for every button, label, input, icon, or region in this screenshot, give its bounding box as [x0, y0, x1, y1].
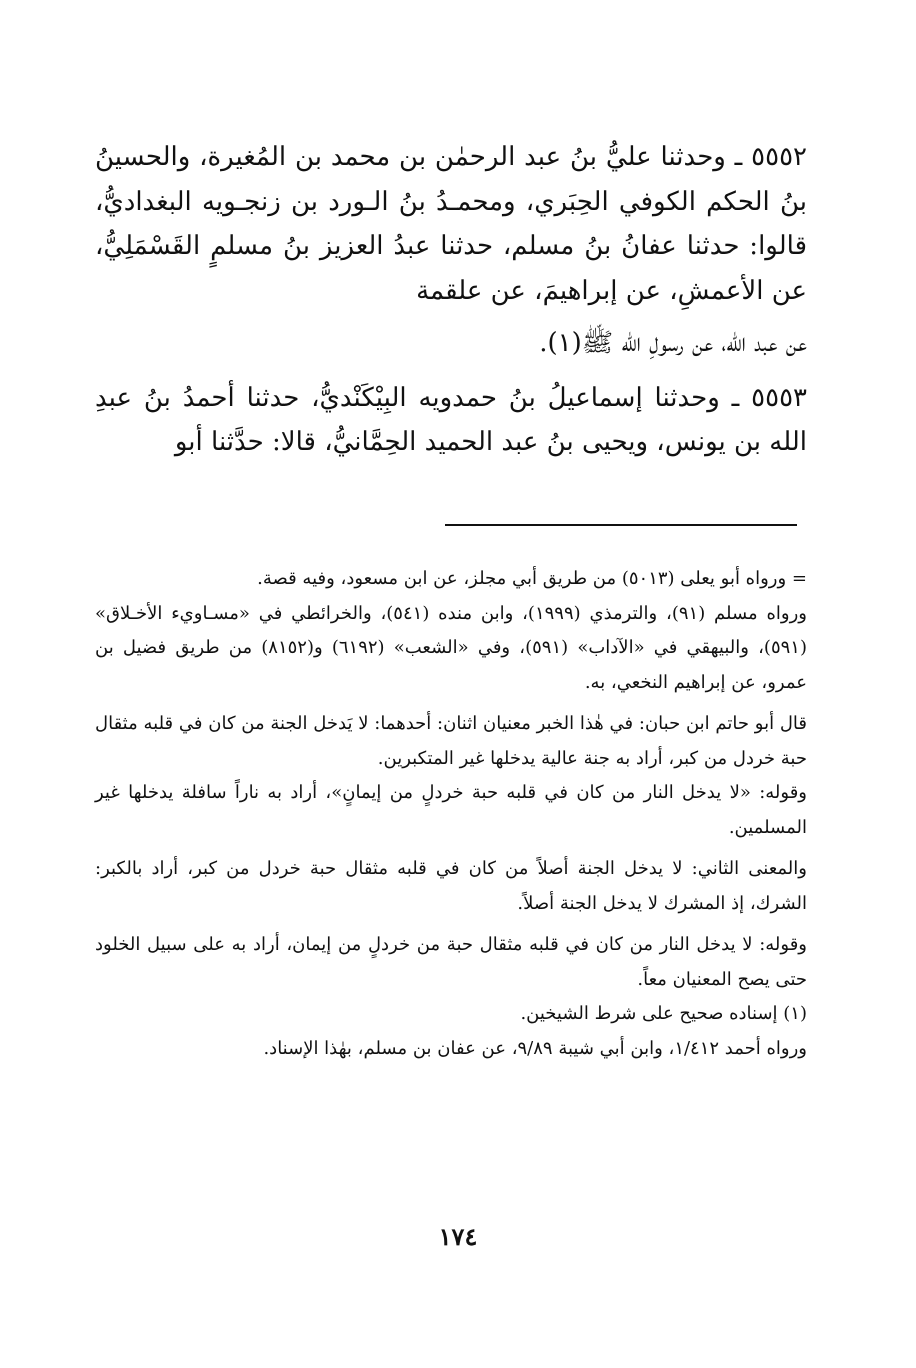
footnotes-block — [95, 562, 807, 1066]
footnote-paragraph: قال أبو حاتم ابن حبان: في هٰذا الخبر معنيان اثنان: أحدهما: لا يَدخل الجنة من كان في قلبه مثقال حبة خردل من كبر، أراد به جنة عالية يدخلها غير المتكبرين. — [95, 713, 807, 769]
page-number: ١٧٤ — [438, 1222, 478, 1251]
hadith-5553: ٥٥٥٣ ـ وحدثنا إسماعيلُ بنُ حمدويه البِيْكَنْديُّ، حدثنا أحمدُ بنُ عبدِ الله بن يونس، ويحيى بنُ عبد الحميد الحِمَّانيُّ، قالا: حدَّثنا أبو — [95, 382, 807, 457]
main-text-block — [95, 135, 807, 465]
hadith-5552: ٥٥٥٢ ـ وحدثنا عليُّ بنُ عبد الرحمٰن بن محمد بن المُغيرة، والحسينُ بنُ الحكم الكوفي الحِبَري، ومحمـدُ بنُ الـورد بن زنجـويه البغداديُّ، قالوا: حدثنا عفانُ بنُ مسلم، حدثنا عبدُ العزيز بنُ مسلمٍ القَسْمَلِيُّ، عن الأعمشِ، عن إبراهيمَ، عن علقمة — [95, 142, 807, 306]
hadith-5552-continuation: عن عبد الله، عن رسولِ الله ﷺ(١). — [539, 328, 807, 358]
footnote-paragraph: وقوله: «لا يدخل النار من كان في قلبه حبة خردلٍ من إيمانٍ»، أراد به ناراً سافلة يدخلها غير المسلمين. — [95, 782, 807, 838]
footnote-separator — [445, 524, 797, 526]
footnote-paragraph: وقوله: لا يدخل النار من كان في قلبه مثقال حبة من خردلٍ من إيمان، أراد به على سبيل الخلود حتى يصح المعنيان معاً. — [95, 934, 807, 990]
footnote-paragraph: والمعنى الثاني: لا يدخل الجنة أصلاً من كان في قلبه مثقال حبة خردل من كبر، أراد بالكبر: الشرك، إذ المشرك لا يدخل الجنة أصلاً. — [95, 858, 807, 914]
footnote-continuation: = ورواه أبو يعلى (٥٠١٣) من طريق أبي مجلز، عن ابن مسعود، وفيه قصة. — [257, 568, 807, 589]
footnote-paragraph: ورواه مسلم (٩١)، والترمذي (١٩٩٩)، وابن منده (٥٤١)، والخرائطي في «مسـاويء الأخـلاق» (٥٩١)، والبيهقي في «الآداب» (٥٩١)، وفي «الشعب» (٦١٩٢) و(٨١٥٢) من طريق فضيل بن عمرو، عن إبراهيم النخعي، به. — [95, 602, 807, 693]
footnote-1: (١) إسناده صحيح على شرط الشيخين. — [520, 1003, 807, 1024]
footnote-paragraph: ورواه أحمد ١/٤١٢، وابن أبي شيبة ٩/٨٩، عن عفان بن مسلم، بهٰذا الإسناد. — [263, 1037, 807, 1059]
